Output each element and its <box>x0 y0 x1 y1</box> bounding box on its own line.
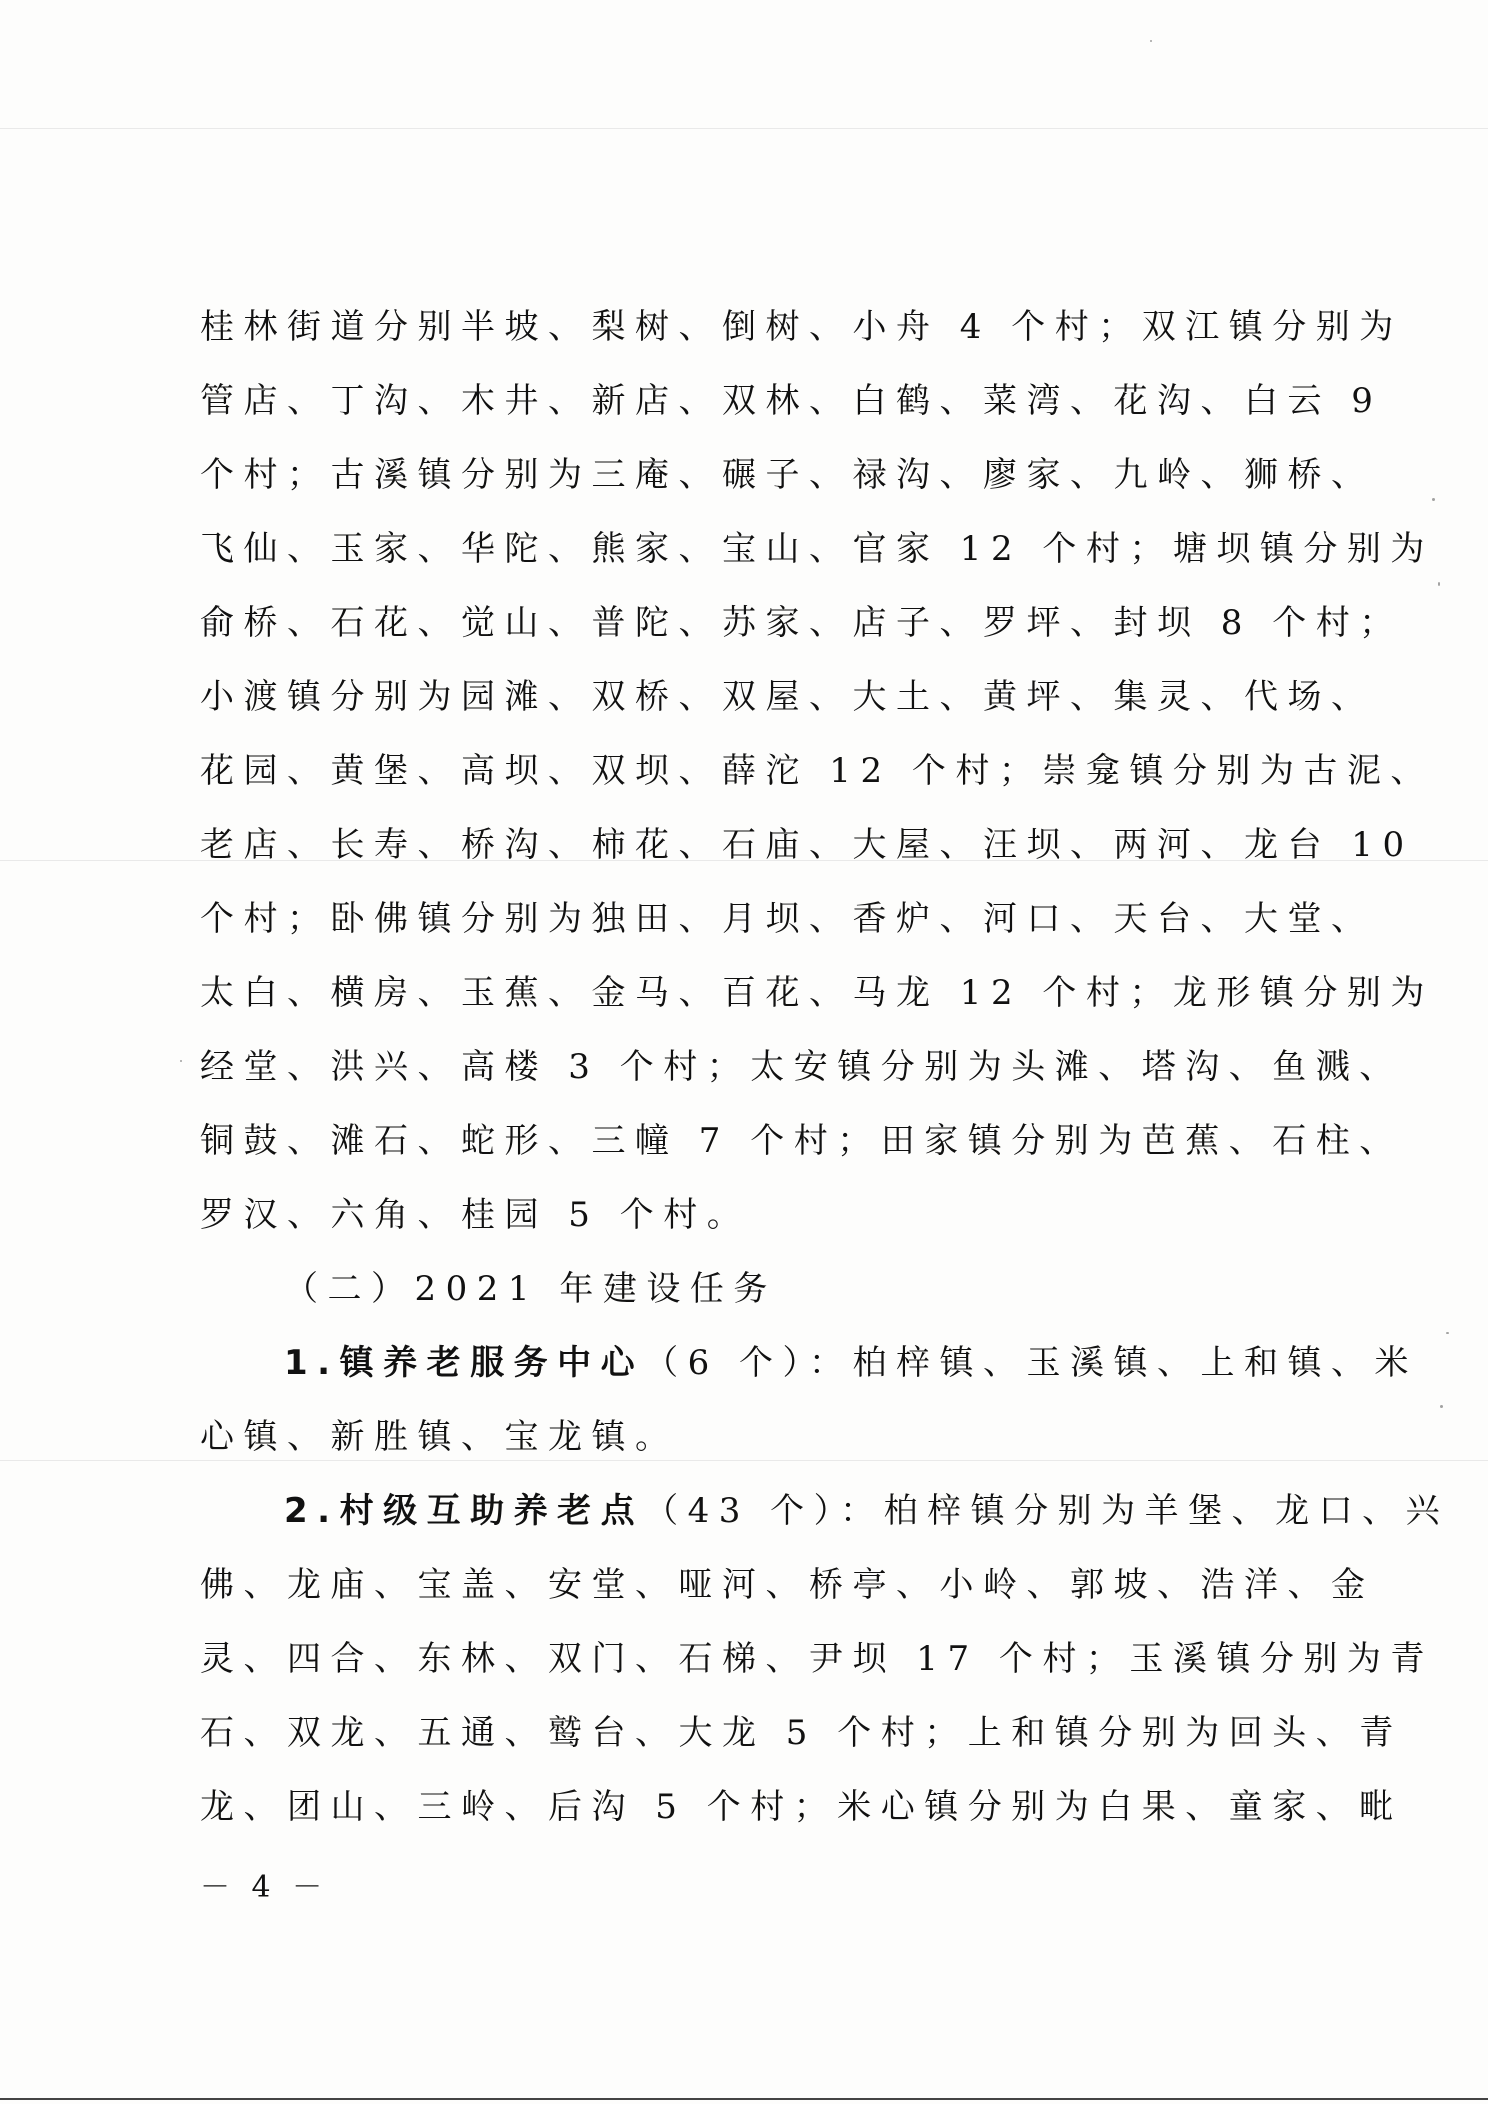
text-line: 个村；古溪镇分别为三庵、碾子、禄沟、廖家、九岭、狮桥、 <box>200 455 1375 495</box>
page-number: － 4 － <box>200 1870 329 1905</box>
item-1-first-line <box>200 1326 1419 1400</box>
scan-speck <box>1438 582 1440 586</box>
text-line: 龙、团山、三岭、后沟 5 个村；米心镇分别为白果、童家、毗 <box>200 1787 1403 1827</box>
scan-speck <box>1446 1332 1449 1334</box>
text-line: 飞仙、玉家、华陀、熊家、宝山、官家 12 个村；塘坝镇分别为 <box>200 529 1434 569</box>
text-line: 小渡镇分别为园滩、双桥、双屋、大土、黄坪、集灵、代场、 <box>200 677 1375 717</box>
text-line: 经堂、洪兴、高楼 3 个村；太安镇分别为头滩、塔沟、鱼溅、 <box>200 1047 1403 1087</box>
item-2-first-line <box>200 1474 1450 1548</box>
text-line: 花园、黄堡、高坝、双坝、薛沱 12 个村；崇龛镇分别为古泥、 <box>200 751 1434 791</box>
text-line: 俞桥、石花、觉山、普陀、苏家、店子、罗坪、封坝 8 个村； <box>200 603 1403 643</box>
item-2-label: 2.村级互助养老点 <box>284 1491 645 1531</box>
text-line: 佛、龙庙、宝盖、安堂、哑河、桥亭、小岭、郭坡、浩洋、金 <box>200 1565 1375 1605</box>
text-line: 太白、横房、玉蕉、金马、百花、马龙 12 个村；龙形镇分别为 <box>200 973 1434 1013</box>
item-2-text: （43 个）：柏梓镇分别为羊堡、龙口、兴 <box>644 1491 1450 1531</box>
scan-speck <box>1432 498 1435 501</box>
text-line: 桂林街道分别半坡、梨树、倒树、小舟 4 个村；双江镇分别为 <box>200 307 1403 347</box>
text-line: 老店、长寿、桥沟、柿花、石庙、大屋、汪坝、两河、龙台 10 <box>200 825 1414 865</box>
scan-speck <box>1440 1405 1443 1408</box>
text-line: 心镇、新胜镇、宝龙镇。 <box>200 1417 679 1457</box>
text-line: 铜鼓、滩石、蛇形、三幢 7 个村；田家镇分别为芭蕉、石柱、 <box>200 1121 1403 1161</box>
scan-bottom-edge <box>0 2098 1488 2100</box>
item-1-text: （6 个）：柏梓镇、玉溪镇、上和镇、米 <box>644 1343 1419 1383</box>
text-line: 罗汉、六角、桂园 5 个村。 <box>200 1195 751 1235</box>
section-heading: （二）2021 年建设任务 <box>284 1269 777 1309</box>
text-line: 石、双龙、五通、鹫台、大龙 5 个村；上和镇分别为回头、青 <box>200 1713 1403 1753</box>
text-line: 管店、丁沟、木井、新店、双林、白鹤、菜湾、花沟、白云 9 <box>200 381 1383 421</box>
text-line: 灵、四合、东林、双门、石梯、尹坝 17 个村；玉溪镇分别为青 <box>200 1639 1434 1679</box>
text-line: 个村；卧佛镇分别为独田、月坝、香炉、河口、天台、大堂、 <box>200 899 1375 939</box>
scan-artifact <box>0 128 1488 129</box>
scan-speck <box>180 1060 182 1062</box>
scan-speck <box>1150 40 1152 42</box>
item-1-label: 1.镇养老服务中心 <box>284 1343 645 1383</box>
document-body <box>200 290 1450 1844</box>
